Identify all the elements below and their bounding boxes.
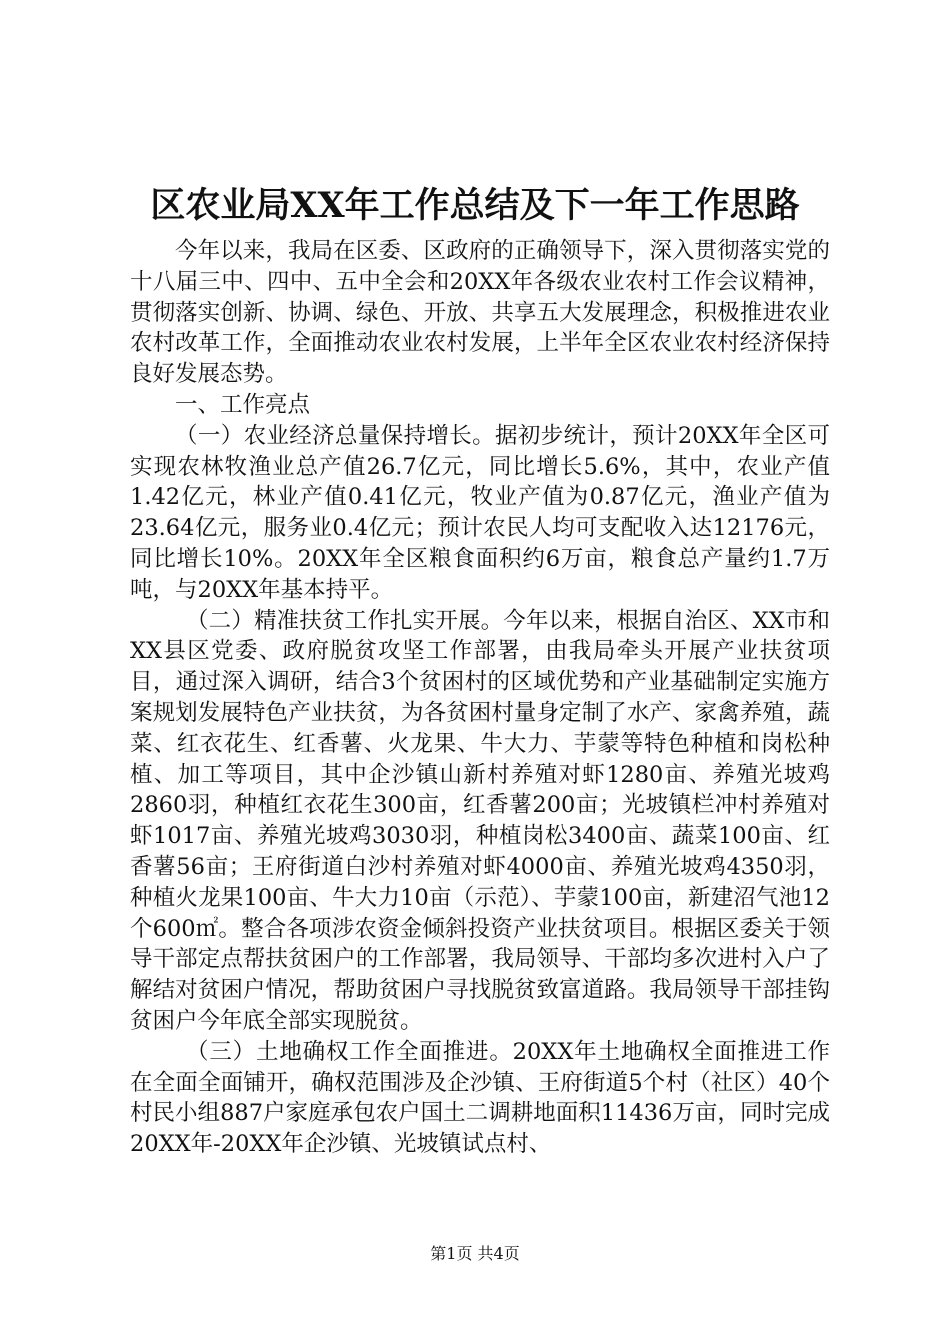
document-body: [130, 236, 830, 1160]
page-number-footer: 第1页 共4页: [430, 1244, 520, 1263]
paragraph-agri-economy: （一）农业经济总量保持增长。据初步统计，预计20XX年全区可实现农林牧渔业总产值26.7亿元，同比增长5.6%，其中，农业产值1.42亿元，林业产值0.41亿元，牧业产值为0.87亿元，渔业产值为23.64亿元，服务业0.4亿元；预计农民人均可支配收入达12176元，同比增长10%。20XX年全区粮食面积约6万亩，粮食总产量约1.7万吨，与20XX年基本持平。: [130, 422, 830, 603]
paragraph-poverty-alleviation: （二）精准扶贫工作扎实开展。今年以来，根据自治区、XX市和XX县区党委、政府脱贫攻坚工作部署，由我局牵头开展产业扶贫项目，通过深入调研，结合3个贫困村的区域优势和产业基础制定实施方案规划发展特色产业扶贫，为各贫困村量身定制了水产、家禽养殖，蔬菜、红衣花生、红香薯、火龙果、牛大力、芋蒙等特色种植和岗松种植、加工等项目，其中企沙镇山新村养殖对虾1280亩、养殖光坡鸡2860羽，种植红衣花生300亩，红香薯200亩；光坡镇栏冲村养殖对虾1017亩、养殖光坡鸡3030羽，种植岗松3400亩、蔬菜100亩、红香薯56亩；王府街道白沙村养殖对虾4000亩、养殖光坡鸡4350羽，种植火龙果100亩、牛大力10亩（示范）、芋蒙100亩，新建沼气池12个600㎡。整合各项涉农资金倾斜投资产业扶贫项目。根据区委关于领导干部定点帮扶贫困户的工作部署，我局领导、干部均多次进村入户了解结对贫困户情况，帮助贫困户寻找脱贫致富道路。我局领导干部挂钩贫困户今年底全部实现脱贫。: [130, 607, 830, 1034]
section-heading-highlights: 一、工作亮点: [175, 391, 311, 418]
paragraph-land-rights: （三）土地确权工作全面推进。20XX年土地确权全面推进工作在全面全面铺开，确权范围涉及企沙镇、王府街道5个村（社区）40个村民小组887户家庭承包农户国土二调耕地面积11436万亩，同时完成20XX年-20XX年企沙镇、光坡镇试点村、: [130, 1038, 830, 1158]
document-title: 区农业局XX年工作总结及下一年工作思路: [150, 185, 800, 226]
intro-paragraph: 今年以来，我局在区委、区政府的正确领导下，深入贯彻落实党的十八届三中、四中、五中全会和20XX年各级农业农村工作会议精神，贯彻落实创新、协调、绿色、开放、共享五大发展理念，积极推进农业农村改革工作，全面推动农业农村发展，上半年全区农业农村经济保持良好发展态势。: [130, 238, 830, 388]
